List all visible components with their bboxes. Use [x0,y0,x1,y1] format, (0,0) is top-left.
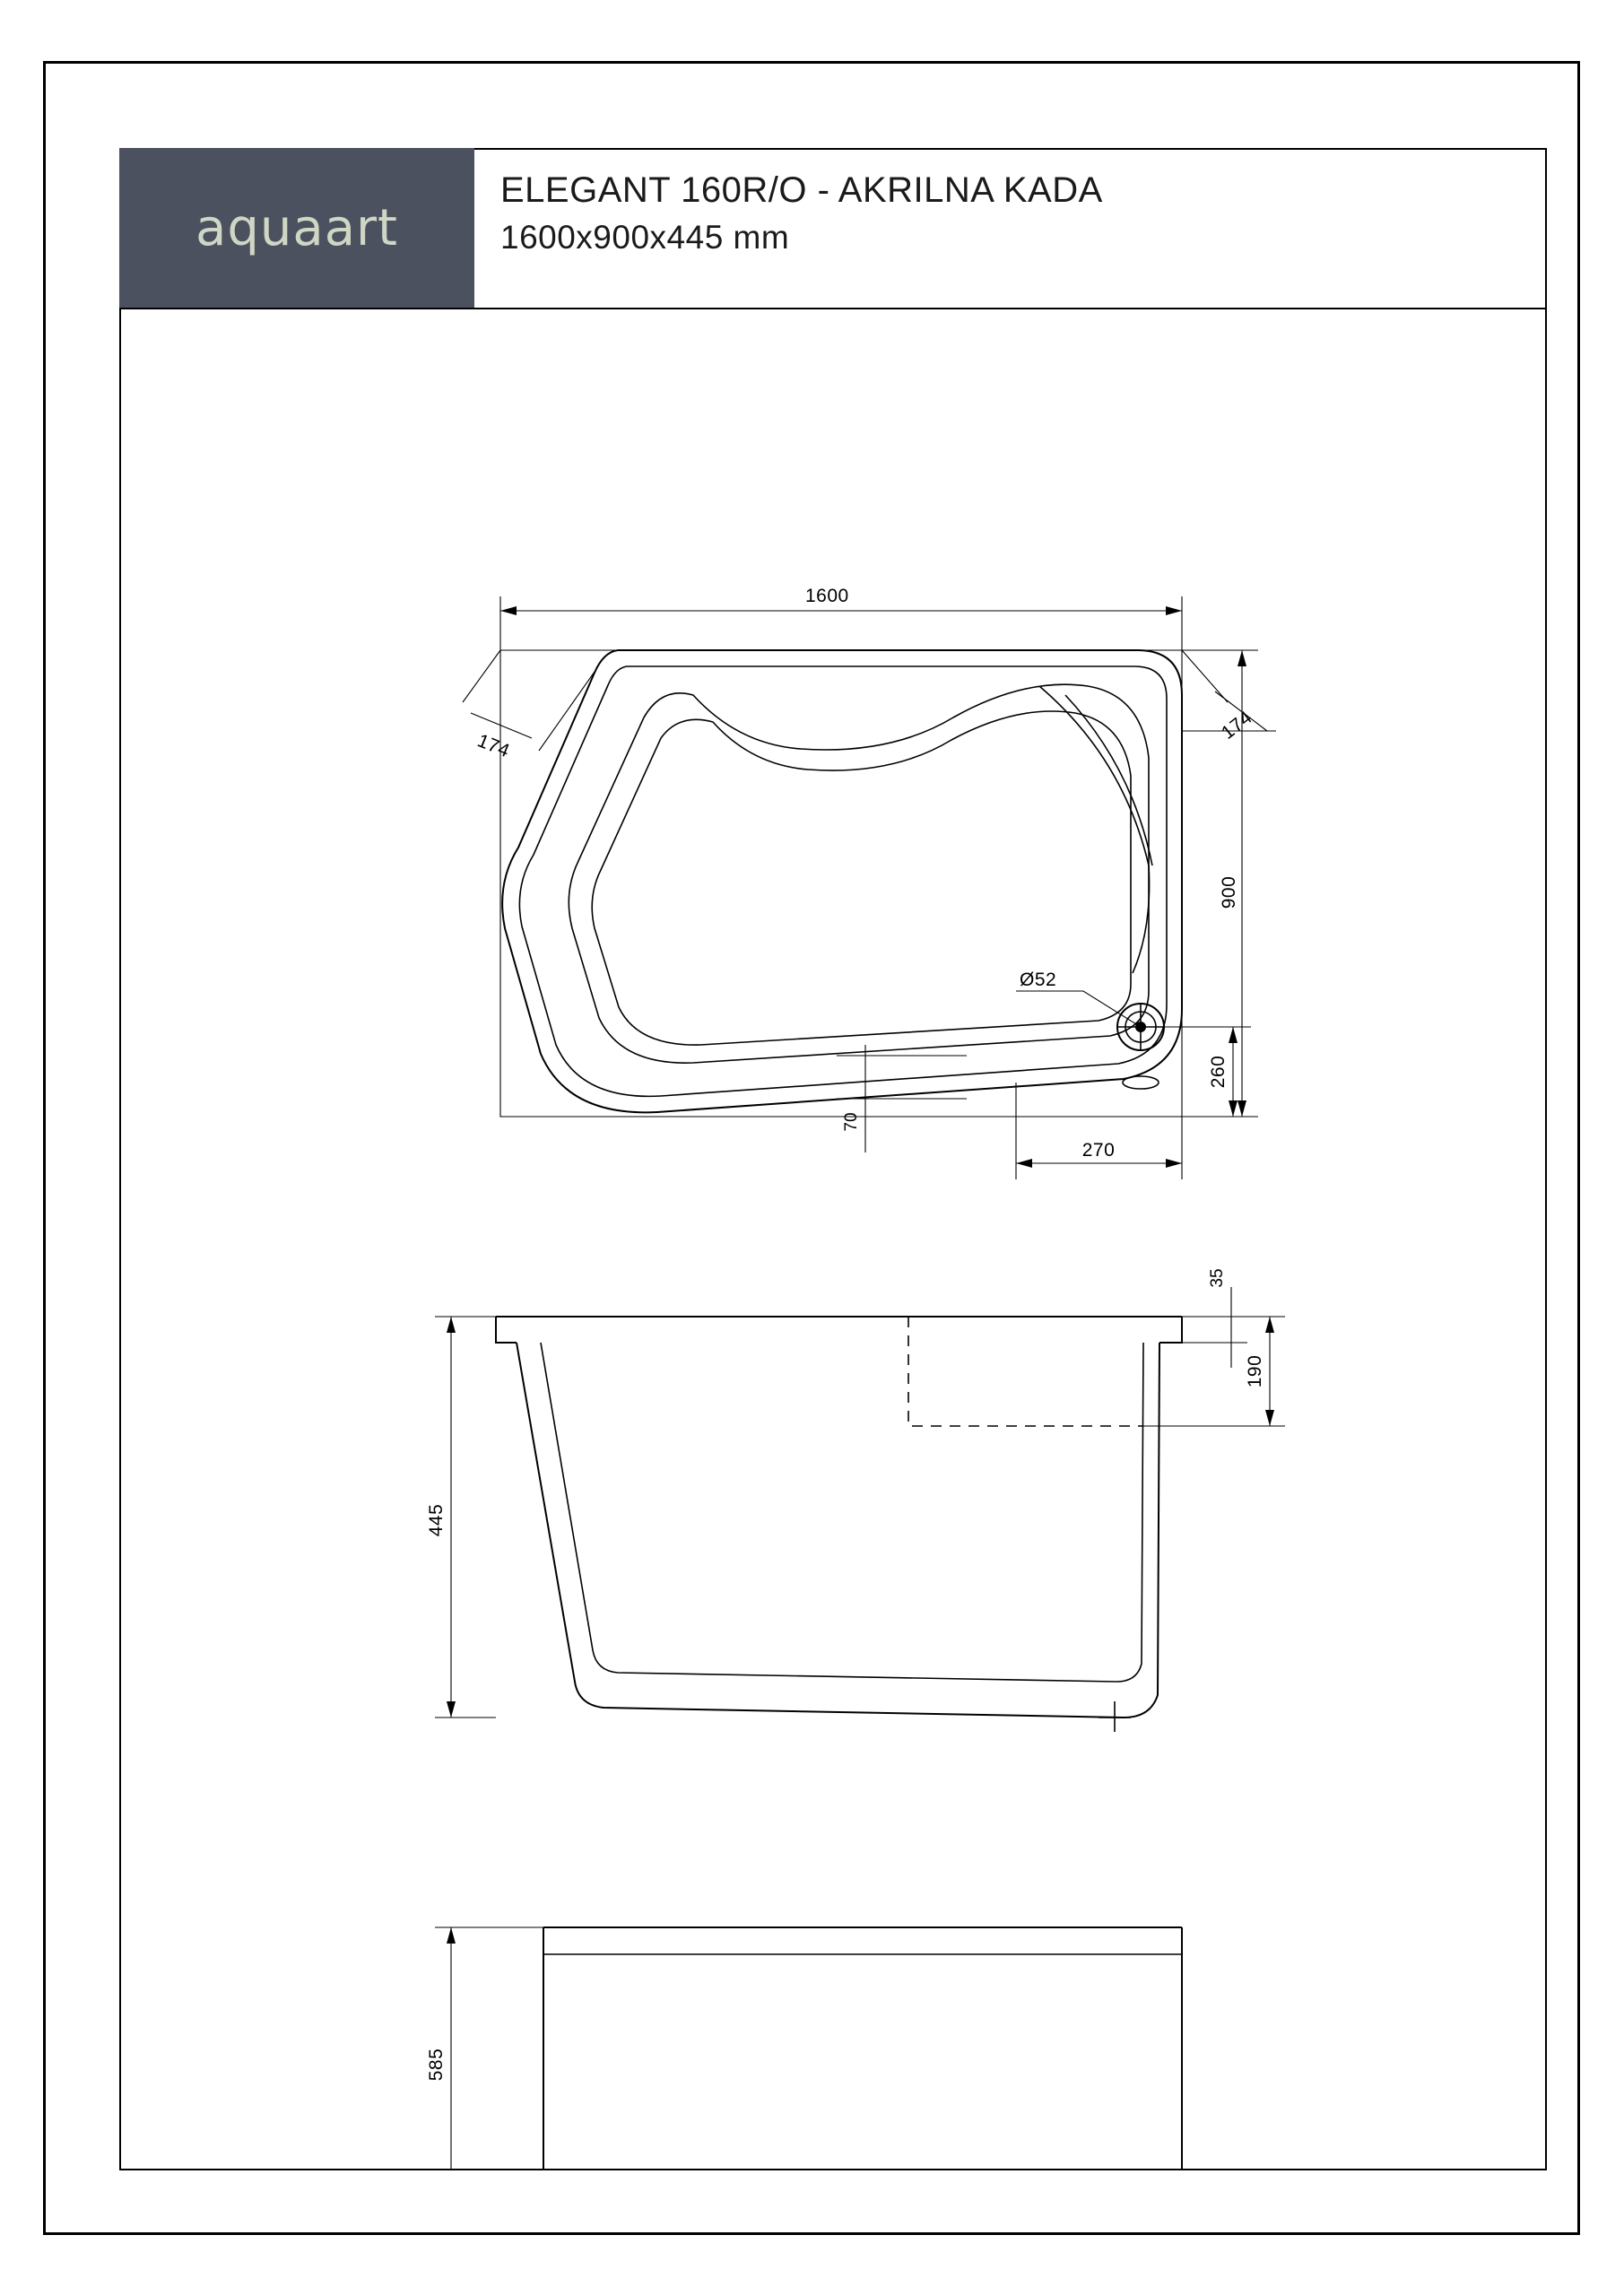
tub-headrest-curve-2 [1065,695,1152,865]
title-block [119,148,1547,309]
section-inner-profile [541,1343,1143,1682]
dim-270-group [1016,1083,1182,1179]
dim-label-260: 260 [1208,1055,1229,1089]
dim-label-174-right: 174 [1217,707,1256,744]
dim-label-445: 445 [426,1503,447,1537]
section-rim-right-tab [1159,1317,1182,1343]
top-view [463,586,1276,1179]
technical-drawing [119,309,1547,2170]
dim-label-35: 35 [1208,1268,1227,1288]
dim-label-174-left: 174 [474,730,513,762]
front-view [426,1709,1182,2170]
drawing-canvas [119,309,1547,2170]
section-overflow-dashed [908,1317,1143,1426]
dim-1600-group [500,586,1182,650]
section-rim-left-tab [496,1317,517,1343]
ext-174-right-a [1182,650,1228,702]
section-view [426,1268,1285,1732]
brand-logo-text: aquaart [195,198,398,257]
page-subtitle: 1600x900x445 mm [500,219,790,256]
dim-label-70: 70 [842,1112,861,1132]
dim-diameter-52: Ø52 [1020,970,1057,990]
brand-logo [119,148,474,308]
tub-basin-inner-offset [592,711,1131,1045]
ext-174-left-a [463,650,500,702]
dim-70-group [837,1045,967,1152]
dim-585-group [426,1927,543,2170]
dim-label-585: 585 [426,2048,447,2082]
dim-35-group [1182,1268,1247,1368]
title-text-group [500,166,1487,261]
ext-174-left-b [539,672,595,751]
dim-label-1600: 1600 [805,586,849,606]
dim-label-190: 190 [1245,1354,1265,1388]
section-outer-profile [517,1343,1159,1718]
dim-445-group [426,1317,496,1718]
dim-label-270: 270 [1081,1140,1116,1161]
tub-outer-outline [502,650,1182,1112]
dim-190-group [1143,1317,1285,1426]
tub-basin-outline [569,684,1149,1063]
top-view-bounding-box [500,650,1182,1117]
overflow-symbol [1123,1076,1159,1089]
dim-174-right-group [1182,650,1276,744]
tub-rim-inner [519,666,1167,1096]
page-title: ELEGANT 160R/O - AKRILNA KADA [500,170,1103,210]
dim-label-900: 900 [1219,875,1239,909]
dim-174-left-group [463,650,595,761]
